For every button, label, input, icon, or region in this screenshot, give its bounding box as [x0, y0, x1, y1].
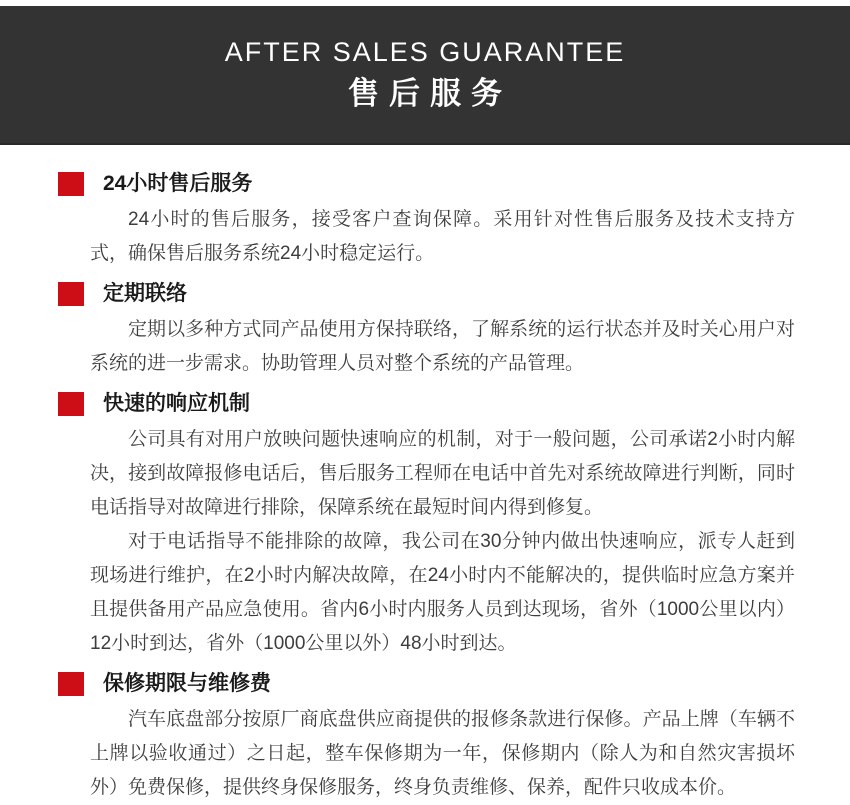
section-body — [90, 703, 795, 805]
section-body — [90, 203, 795, 271]
section-rapid-response — [58, 391, 795, 661]
section-warranty-terms — [58, 671, 795, 805]
banner-chinese-title: 售后服务 — [348, 75, 512, 111]
section-body — [90, 313, 795, 381]
section-paragraph: 24小时的售后服务，接受客户查询保障。采用针对性售后服务及技术支持方式，确保售后服务系统24小时稳定运行。 — [90, 209, 795, 264]
section-heading-row — [58, 171, 795, 197]
section-heading-row — [58, 671, 795, 697]
section-paragraph: 汽车底盘部分按原厂商底盘供应商提供的报修条款进行保修。产品上牌（车辆不上牌以验收通过）之日起，整车保修期为一年，保修期内（除人为和自然灾害损坏外）免费保修，提供终身保修服务，终身负责维修、保养，配件只收成本价。 — [90, 709, 795, 798]
section-body — [90, 423, 795, 661]
section-heading-row — [58, 281, 795, 307]
section-heading: 快速的响应机制 — [103, 392, 250, 415]
section-heading-row — [58, 391, 795, 417]
red-square-bullet-icon — [58, 672, 84, 696]
section-paragraph: 定期以多种方式同产品使用方保持联络，了解系统的运行状态并及时关心用户对系统的进一步需求。协助管理人员对整个系统的产品管理。 — [90, 319, 795, 374]
section-paragraph: 公司具有对用户放映问题快速响应的机制，对于一般问题，公司承诺2小时内解决，接到故障报修电话后，售后服务工程师在电话中首先对系统故障进行判断，同时电话指导对故障进行排除，保障系统在最短时间内得到修复。 — [90, 429, 795, 518]
section-heading: 保修期限与维修费 — [103, 672, 271, 695]
page-banner — [0, 6, 850, 145]
section-paragraph: 对于电话指导不能排除的故障，我公司在30分钟内做出快速响应，派专人赶到现场进行维护，在2小时内解决故障，在24小时内不能解决的，提供临时应急方案并且提供备用产品应急使用。省内6小时内服务人员到达现场，省外（1000公里以内）12小时到达，省外（1000公里以外）48小时到达。 — [90, 531, 795, 654]
red-square-bullet-icon — [58, 282, 84, 306]
section-heading: 24小时售后服务 — [103, 172, 253, 195]
section-regular-contact — [58, 281, 795, 381]
section-heading: 定期联络 — [103, 282, 187, 305]
section-24h-service — [58, 171, 795, 271]
page-content — [0, 145, 850, 805]
red-square-bullet-icon — [58, 392, 84, 416]
banner-english-title: AFTER SALES GUARANTEE — [224, 37, 626, 68]
red-square-bullet-icon — [58, 172, 84, 196]
